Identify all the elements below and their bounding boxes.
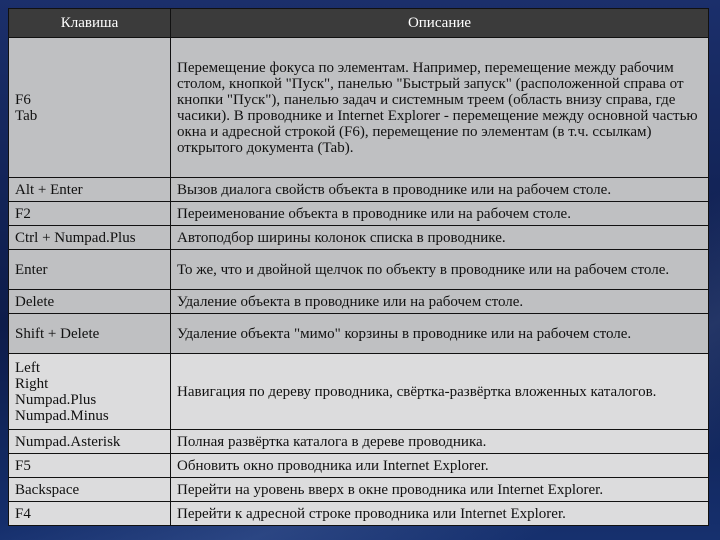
key-cell: F6 Tab [9,38,171,178]
table-row [9,38,709,178]
description-cell: Вызов диалога свойств объекта в проводнике или на рабочем столе. [171,178,709,202]
table-row [9,478,709,502]
table-row [9,202,709,226]
key-cell: Enter [9,250,171,290]
table-row [9,354,709,430]
key-cell: Numpad.Asterisk [9,430,171,454]
description-cell: Перемещение фокуса по элементам. Например, перемещение между рабочим столом, кнопкой "Пуск", панелью "Быстрый запуск" (расположенной справа от кнопки "Пуск"), панелью задач и системным треем (область внизу справа, где часики). В проводнике и Internet Explorer - перемещение между основной частью окна и адресной строкой (F6), перемещение по элементам (в т.ч. ссылкам) открытого документа (Tab). [171,38,709,178]
description-cell: Удаление объекта "мимо" корзины в проводнике или на рабочем столе. [171,314,709,354]
key-cell: F4 [9,502,171,526]
table-row [9,290,709,314]
description-cell: Перейти на уровень вверх в окне проводника или Internet Explorer. [171,478,709,502]
description-cell: Автоподбор ширины колонок списка в проводнике. [171,226,709,250]
description-cell: Полная развёртка каталога в дереве проводника. [171,430,709,454]
table-header-row [9,9,709,38]
key-cell: Ctrl + Numpad.Plus [9,226,171,250]
table-row [9,226,709,250]
column-header-description: Описание [171,9,709,38]
table-row [9,314,709,354]
description-cell: Перейти к адресной строке проводника или Internet Explorer. [171,502,709,526]
description-cell: Обновить окно проводника или Internet Explorer. [171,454,709,478]
key-cell: Left Right Numpad.Plus Numpad.Minus [9,354,171,430]
table-row [9,502,709,526]
column-header-key: Клавиша [9,9,171,38]
table-row [9,178,709,202]
key-cell: F5 [9,454,171,478]
key-cell: Shift + Delete [9,314,171,354]
key-cell: Alt + Enter [9,178,171,202]
key-cell: F2 [9,202,171,226]
key-cell: Backspace [9,478,171,502]
description-cell: Удаление объекта в проводнике или на рабочем столе. [171,290,709,314]
key-cell: Delete [9,290,171,314]
description-cell: То же, что и двойной щелчок по объекту в проводнике или на рабочем столе. [171,250,709,290]
table-row [9,454,709,478]
table-row [9,430,709,454]
description-cell: Переименование объекта в проводнике или на рабочем столе. [171,202,709,226]
description-cell: Навигация по дереву проводника, свёртка-развёртка вложенных каталогов. [171,354,709,430]
table-row [9,250,709,290]
hotkeys-table [8,8,709,526]
